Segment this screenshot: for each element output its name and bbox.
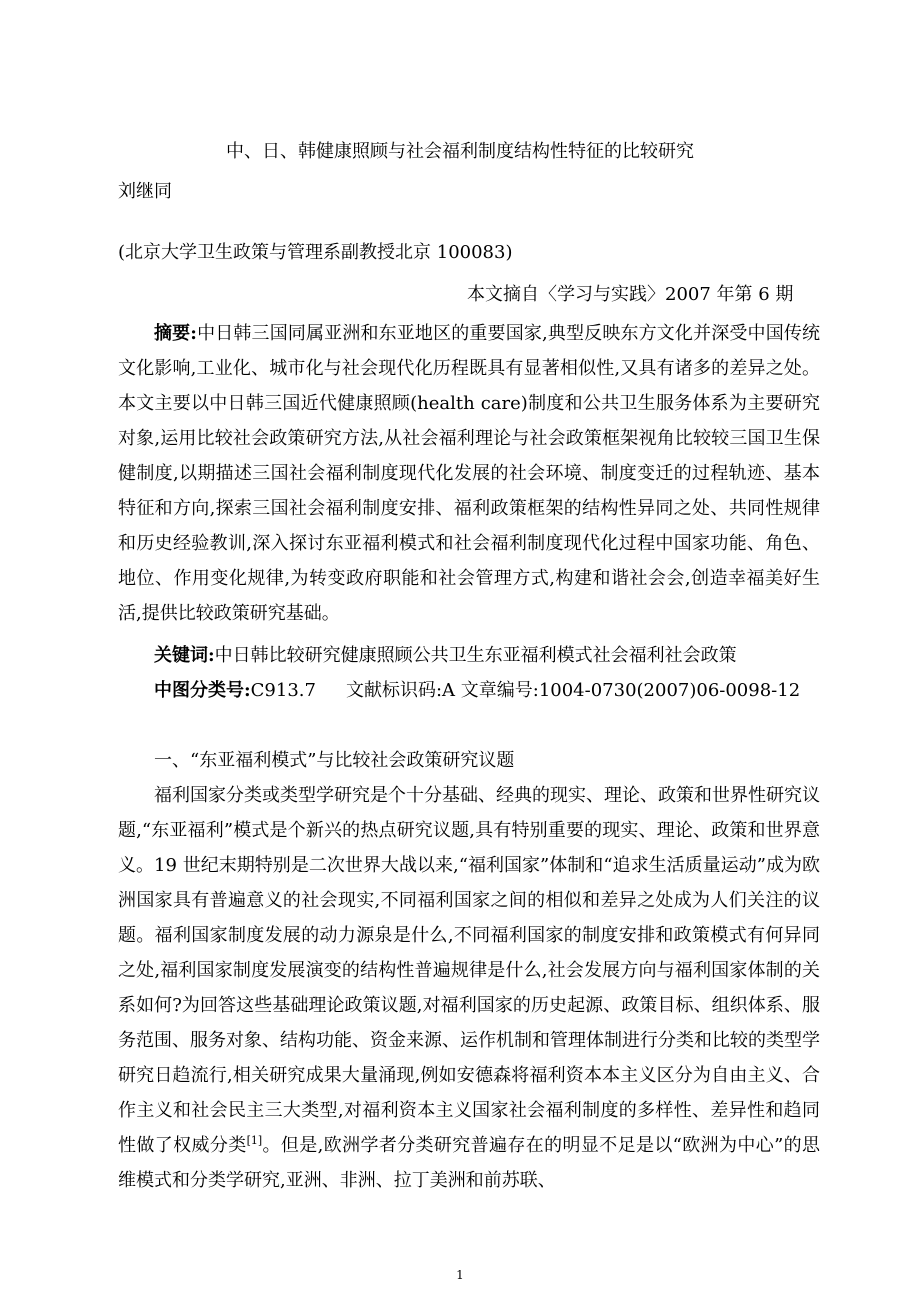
source-note: 本文摘自〈学习与实践〉2007 年第 6 期 — [467, 284, 794, 305]
abstract-text: 中日韩三国同属亚洲和东亚地区的重要国家,典型反映东方文化并深受中国传统文化影响,工业化、城市化与社会现代化历程既具有显著相似性,又具有诸多的差异之处。本文主要以中日韩三国近代健康照顾(health care)制度和公共卫生服务体系为主要研究对象,运用比较社会政策研究方法,从社会福利理论与社会政策框架视角比较较三国卫生保健制度,以期描述三国社会福利制度现代化发展的社会环境、制度变迁的过程轨迹、基本特征和方向,探索三国社会福利制度安排、福利政策框架的结构性异同之处、共同性规律和历史经验教训,深入探讨东亚福利模式和社会福利制度现代化过程中国家功能、角色、地位、作用变化规律,为转变政府职能和社会管理方式,构建和谐社会会,创造幸福美好生活,提供比较政策研究基础。 — [118, 323, 820, 624]
abstract-paragraph — [118, 316, 820, 631]
keywords-text: 中日韩比较研究健康照顾公共卫生东亚福利模式社会福利社会政策 — [214, 645, 737, 666]
keywords-paragraph — [118, 638, 820, 673]
keywords-label: 关键词: — [154, 645, 215, 666]
page-number: 1 — [456, 1268, 464, 1282]
classification-paragraph — [118, 673, 820, 708]
body-text-part1: 福利国家分类或类型学研究是个十分基础、经典的现实、理论、政策和世界性研究议题,“东亚福利”模式是个新兴的热点研究议题,具有特别重要的现实、理论、政策和世界意义。19 世纪末期特别是二次世界大战以来,“福利国家”体制和“追求生活质量运动”成为欧洲国家具有普遍意义的社会现实,不同福利国家之间的相似和差异之处成为人们关注的议题。福利国家制度发展的动力源泉是什么,不同福利国家的制度安排和政策模式有何异同之处,福利国家制度发展演变的结构性普遍规律是什么,社会发展方向与福利国家体制的关系如何?为回答这些基础理论政策议题,对福利国家的历史起源、政策目标、组织体系、服务范围、服务对象、结构功能、资金来源、运作机制和管理体制进行分类和比较的类型学研究日趋流行,相关研究成果大量涌现,例如安德森将福利资本本主义区分为自由主义、合作主义和社会民主三大类型,对福利资本主义国家社会福利制度的多样性、差异性和趋同性做了权威分类 — [118, 785, 820, 1156]
section-heading: 一、“东亚福利模式”与比较社会政策研究议题 — [154, 750, 515, 771]
section-body-paragraph — [118, 778, 820, 1198]
article-title: 中、日、韩健康照顾与社会福利制度结构性特征的比较研究 — [226, 141, 694, 162]
classification-code: C913.7 — [250, 680, 316, 701]
author-name: 刘继同 — [118, 181, 172, 202]
author-affiliation: (北京大学卫生政策与管理系副教授北京 100083) — [118, 242, 513, 263]
body-text-part2: 。但是,欧洲学者分类研究普遍存在的明显不足是以“欧洲为中心”的思维模式和分类学研究,亚洲、非洲、拉丁美洲和前苏联、 — [118, 1135, 821, 1191]
document-info: 文献标识码:A 文章编号:1004-0730(2007)06-0098-12 — [345, 680, 801, 701]
abstract-label: 摘要: — [154, 323, 197, 344]
reference-marker: [1] — [246, 1134, 263, 1147]
classification-label: 中图分类号: — [154, 680, 251, 701]
